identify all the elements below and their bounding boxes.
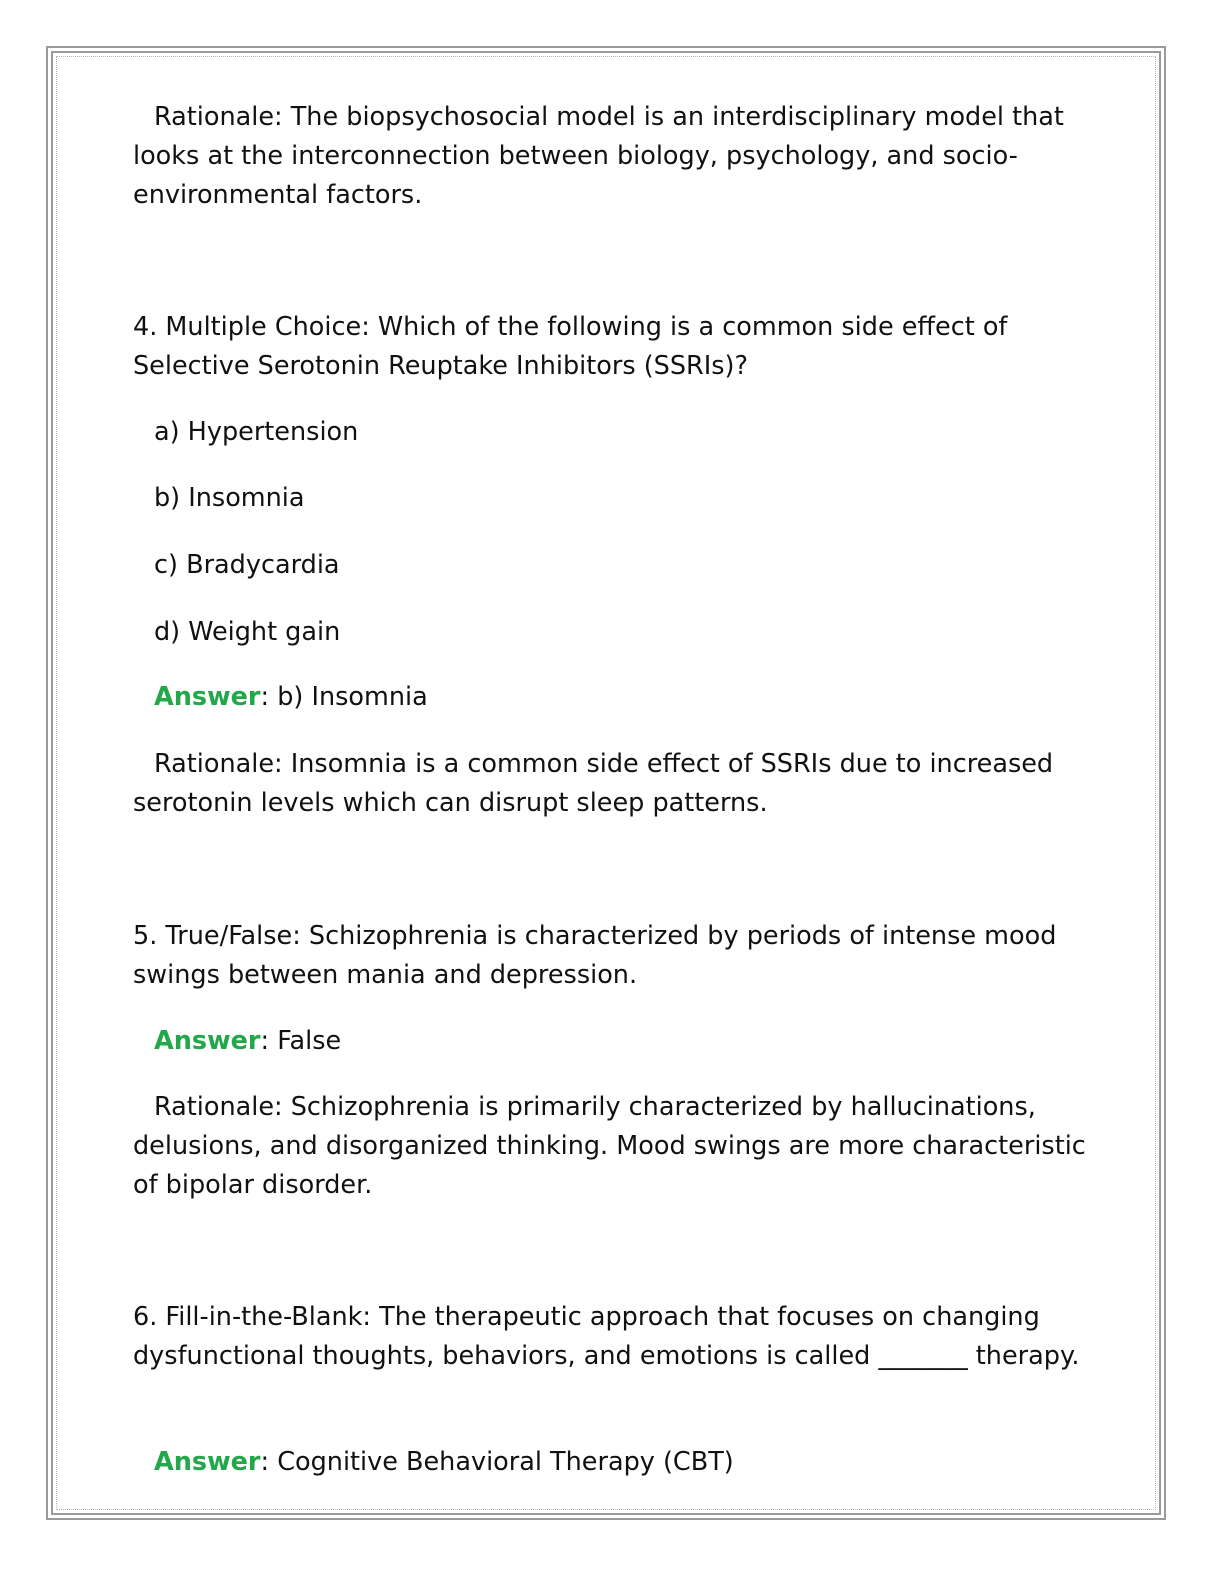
- answer-value: : Cognitive Behavioral Therapy (CBT): [260, 1447, 734, 1477]
- answer-label: Answer: [154, 1447, 261, 1477]
- q4-answer: [133, 678, 1114, 717]
- q4-rationale: Rationale: Insomnia is a common side effect of SSRIs due to increased serotonin levels which can disrupt sleep patterns.: [133, 749, 1054, 818]
- q6-answer: [133, 1443, 1114, 1482]
- q5-question: 5. True/False: Schizophrenia is characterized by periods of intense mood swings between mania and depression.: [133, 921, 1057, 990]
- q5-rationale: Rationale: Schizophrenia is primarily characterized by hallucinations, delusions, and disorganized thinking. Mood swings are more characteristic of bipolar disorder.: [133, 1092, 1086, 1200]
- q4-option-d: d) Weight gain: [154, 617, 341, 647]
- answer-value: : False: [260, 1026, 342, 1056]
- q4-option-a: a) Hypertension: [154, 417, 359, 447]
- q5-answer: [133, 1022, 1114, 1061]
- q4-option-c: c) Bradycardia: [154, 550, 340, 580]
- q3-rationale: Rationale: The biopsychosocial model is an interdisciplinary model that looks at the interconnection between biology, psychology, and socio-environmental factors.: [133, 102, 1064, 210]
- q4-option-b: b) Insomnia: [154, 483, 305, 513]
- answer-label: Answer: [154, 682, 261, 712]
- answer-value: : b) Insomnia: [260, 682, 428, 712]
- answer-label: Answer: [154, 1026, 261, 1056]
- q6-question: 6. Fill-in-the-Blank: The therapeutic approach that focuses on changing dysfunctional thoughts, behaviors, and emotions is called _______ therapy.: [133, 1302, 1080, 1371]
- q4-question: 4. Multiple Choice: Which of the following is a common side effect of Selective Serotonin Reuptake Inhibitors (SSRIs)?: [133, 312, 1008, 381]
